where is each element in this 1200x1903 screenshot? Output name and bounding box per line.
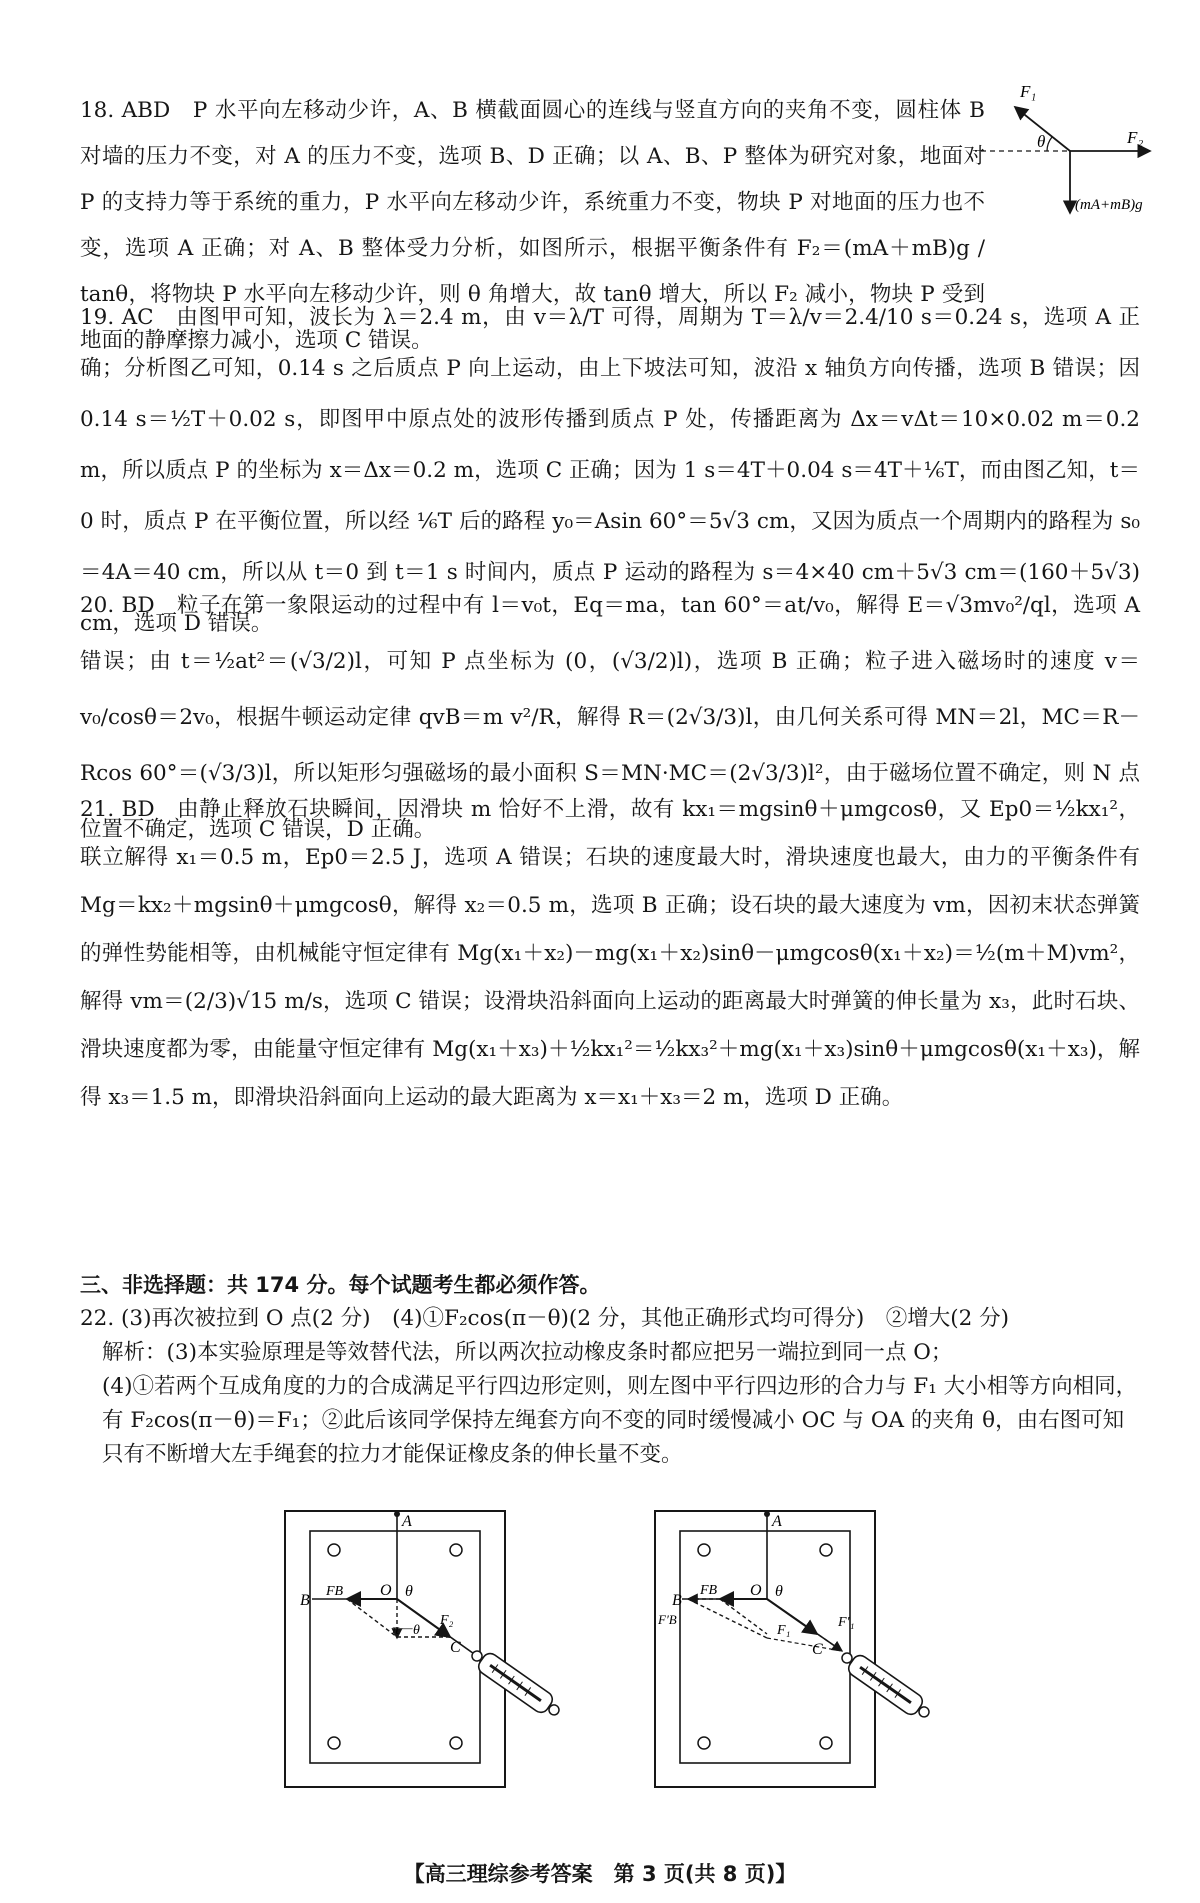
label-theta: θ: [405, 1583, 413, 1600]
q22-right-figure: [652, 1508, 942, 1798]
q20-text: 20. BD 粒子在第一象限运动的过程中有 l＝v₀t，Eq＝ma，tan 60°＝at/v₀，解得 E＝√3mv₀²/ql，选项 A 错误；由 t＝½at²＝(√3/2)l，可知 P 点坐标为 (0，(√3/2)l)，选项 B 正确；粒子进入磁场时的速度 v＝v₀/cosθ＝2v₀，根据牛顿运动定律 qvB＝m v²/R，解得 R＝(2√3/3)l，由几何关系可得 MN＝2l，MC＝R－Rcos 60°＝(√3/3)l，所以矩形匀强磁场的最小面积 S＝MN·MC＝(2√3/3)l²，由于磁场位置不确定，则 N 点位置不确定，选项 C 错误，D 正确。: [80, 593, 1140, 842]
label-f1: F₁: [777, 1623, 791, 1638]
q22-analysis-body: (4)①若两个互成角度的力的合成满足平行四边形定则，则左图中平行四边形的合力与 F₁ 大小相等方向相同，有 F₂cos(π－θ)＝F₁；②此后该同学保持左绳套方向不变的同时缓慢减小 OC 与 OA 的夹角 θ，由右图可知只有不断增大左手绳套的拉力才能保证橡皮条的伸长量不变。: [102, 1374, 1138, 1467]
q22-analysis-line: 解析：(3)本实验原理是等效替代法，所以两次拉动橡皮条时都应把另一端拉到同一点 O；: [102, 1340, 953, 1365]
q22-answer-line: 22. (3)再次被拉到 O 点(2 分) (4)①F₂cos(π－θ)(2 分，其他正确形式均可得分) ②增大(2 分): [80, 1306, 1010, 1331]
label-o: O: [380, 1582, 392, 1599]
label-c: C: [812, 1641, 823, 1658]
pin-hole: [698, 1544, 710, 1556]
section-3-block: [80, 1268, 1145, 1472]
point-a-dot: [764, 1511, 770, 1517]
parallelogram-edge: [767, 1638, 842, 1651]
board-outer: [285, 1511, 505, 1787]
section-3-heading: 三、非选择题：共 174 分。每个试题考生都必须作答。: [80, 1273, 601, 1297]
label-pi-minus-theta: π－θ: [392, 1623, 420, 1638]
theta-label: θ: [1037, 132, 1046, 151]
label-a: A: [772, 1513, 782, 1530]
label-b: B: [300, 1592, 310, 1609]
q18-text: 18. ABD P 水平向左移动少许，A、B 横截面圆心的连线与竖直方向的夹角不变，圆柱体 B 对墙的压力不变，对 A 的压力不变，选项 B、D 正确；以 A、B、P 整体为研究对象，地面对 P 的支持力等于系统的重力，P 水平向左移动少许，系统重力不变，物块 P 对地面的压力也不变，选项 A 正确；对 A、B 整体受力分析，如图所示，根据平衡条件有 F₂＝(mA＋mB)g / tanθ，将物块 P 水平向左移动少许，则 θ 角增大，故 tanθ 增大，所以 F₂ 减小，物块 P 受到地面的静摩擦力减小，选项 C 错误。: [80, 98, 985, 353]
label-theta: θ: [775, 1583, 783, 1600]
page-footer: 【高三理综参考答案 第 3 页(共 8 页)】: [403, 1862, 797, 1886]
pin-hole: [450, 1544, 462, 1556]
parallelogram-edge: [720, 1599, 767, 1634]
q22-left-figure: [282, 1508, 572, 1798]
board-outer: [655, 1511, 875, 1787]
point-a-dot: [394, 1511, 400, 1517]
q18-force-diagram: [975, 85, 1175, 225]
f2-label: F₂: [1127, 128, 1144, 147]
label-f2: F₂: [440, 1613, 454, 1628]
f1-label: F₁: [1020, 85, 1037, 101]
label-a: A: [402, 1513, 412, 1530]
q21-text: 21. BD 由静止释放石块瞬间，因滑块 m 恰好不上滑，故有 kx₁＝mgsinθ＋μmgcosθ，又 Ep0＝½kx₁²，联立解得 x₁＝0.5 m，Ep0＝2.5 J，选项 A 错误；石块的速度最大时，滑块速度也最大，由力的平衡条件有 Mg＝kx₂＋mgsinθ＋μmgcosθ，解得 x₂＝0.5 m，选项 B 正确；设石块的最大速度为 vm，因初末状态弹簧的弹性势能相等，由机械能守恒定律有 Mg(x₁＋x₂)－mg(x₁＋x₂)sinθ－μmgcosθ(x₁＋x₂)＝½(m＋M)vm²，解得 vm＝(2/3)√15 m/s，选项 C 错误；设滑块沿斜面向上运动的距离最大时弹簧的伸长量为 x₃，此时石块、滑块速度都为零，由能量守恒定律有 Mg(x₁＋x₃)＋½kx₁²＝½kx₃²＋mg(x₁＋x₃)sinθ＋μmgcosθ(x₁＋x₃)，解得 x₃＝1.5 m，即滑块沿斜面向上运动的最大距离为 x＝x₁＋x₃＝2 m，选项 D 正确。: [80, 797, 1140, 1110]
spring-scale: [837, 1646, 935, 1724]
label-o: O: [750, 1582, 762, 1599]
question-21: [80, 786, 1140, 1122]
pin-hole: [328, 1737, 340, 1749]
q19-text: 19. AC 由图甲可知，波长为 λ＝2.4 m，由 v＝λ/T 可得，周期为 T＝λ/v＝2.4/10 s＝0.24 s，选项 A 正确；分析图乙可知，0.14 s 之后质点 P 向上运动，由上下坡法可知，波沿 x 轴负方向传播，选项 B 错误；因 0.14 s＝½T＋0.02 s，即图甲中原点处的波形传播到质点 P 处，传播距离为 Δx＝vΔt＝10×0.02 m＝0.2 m，所以质点 P 的坐标为 x＝Δx＝0.2 m，选项 C 正确；因为 1 s＝4T＋0.04 s＝4T＋⅙T，而由图乙知，t＝0 时，质点 P 在平衡位置，所以经 ⅙T 后的路程 y₀＝Asin 60°＝5√3 cm，又因为质点一个周期内的路程为 s₀＝4A＝40 cm，所以从 t＝0 到 t＝1 s 时间内，质点 P 运动的路程为 s＝4×40 cm＋5√3 cm＝(160＋5√3) cm，选项 D 错误。: [80, 305, 1140, 636]
theta-arc: [1047, 137, 1052, 151]
label-fb: FB: [700, 1583, 718, 1598]
label-fb-prime: F′B: [658, 1612, 677, 1627]
spring-scale: [467, 1644, 565, 1722]
parallelogram-edge: [347, 1599, 397, 1637]
pin-hole: [450, 1737, 462, 1749]
gravity-label: (mA+mB)g: [1075, 197, 1143, 213]
pin-hole: [328, 1544, 340, 1556]
label-f1-prime: F′₁: [838, 1615, 855, 1630]
pin-hole: [820, 1737, 832, 1749]
label-fb: FB: [326, 1584, 344, 1599]
pin-hole: [820, 1544, 832, 1556]
pin-hole: [698, 1737, 710, 1749]
paper-inner: [680, 1531, 850, 1763]
label-c: C: [450, 1639, 461, 1656]
label-b: B: [672, 1592, 682, 1609]
